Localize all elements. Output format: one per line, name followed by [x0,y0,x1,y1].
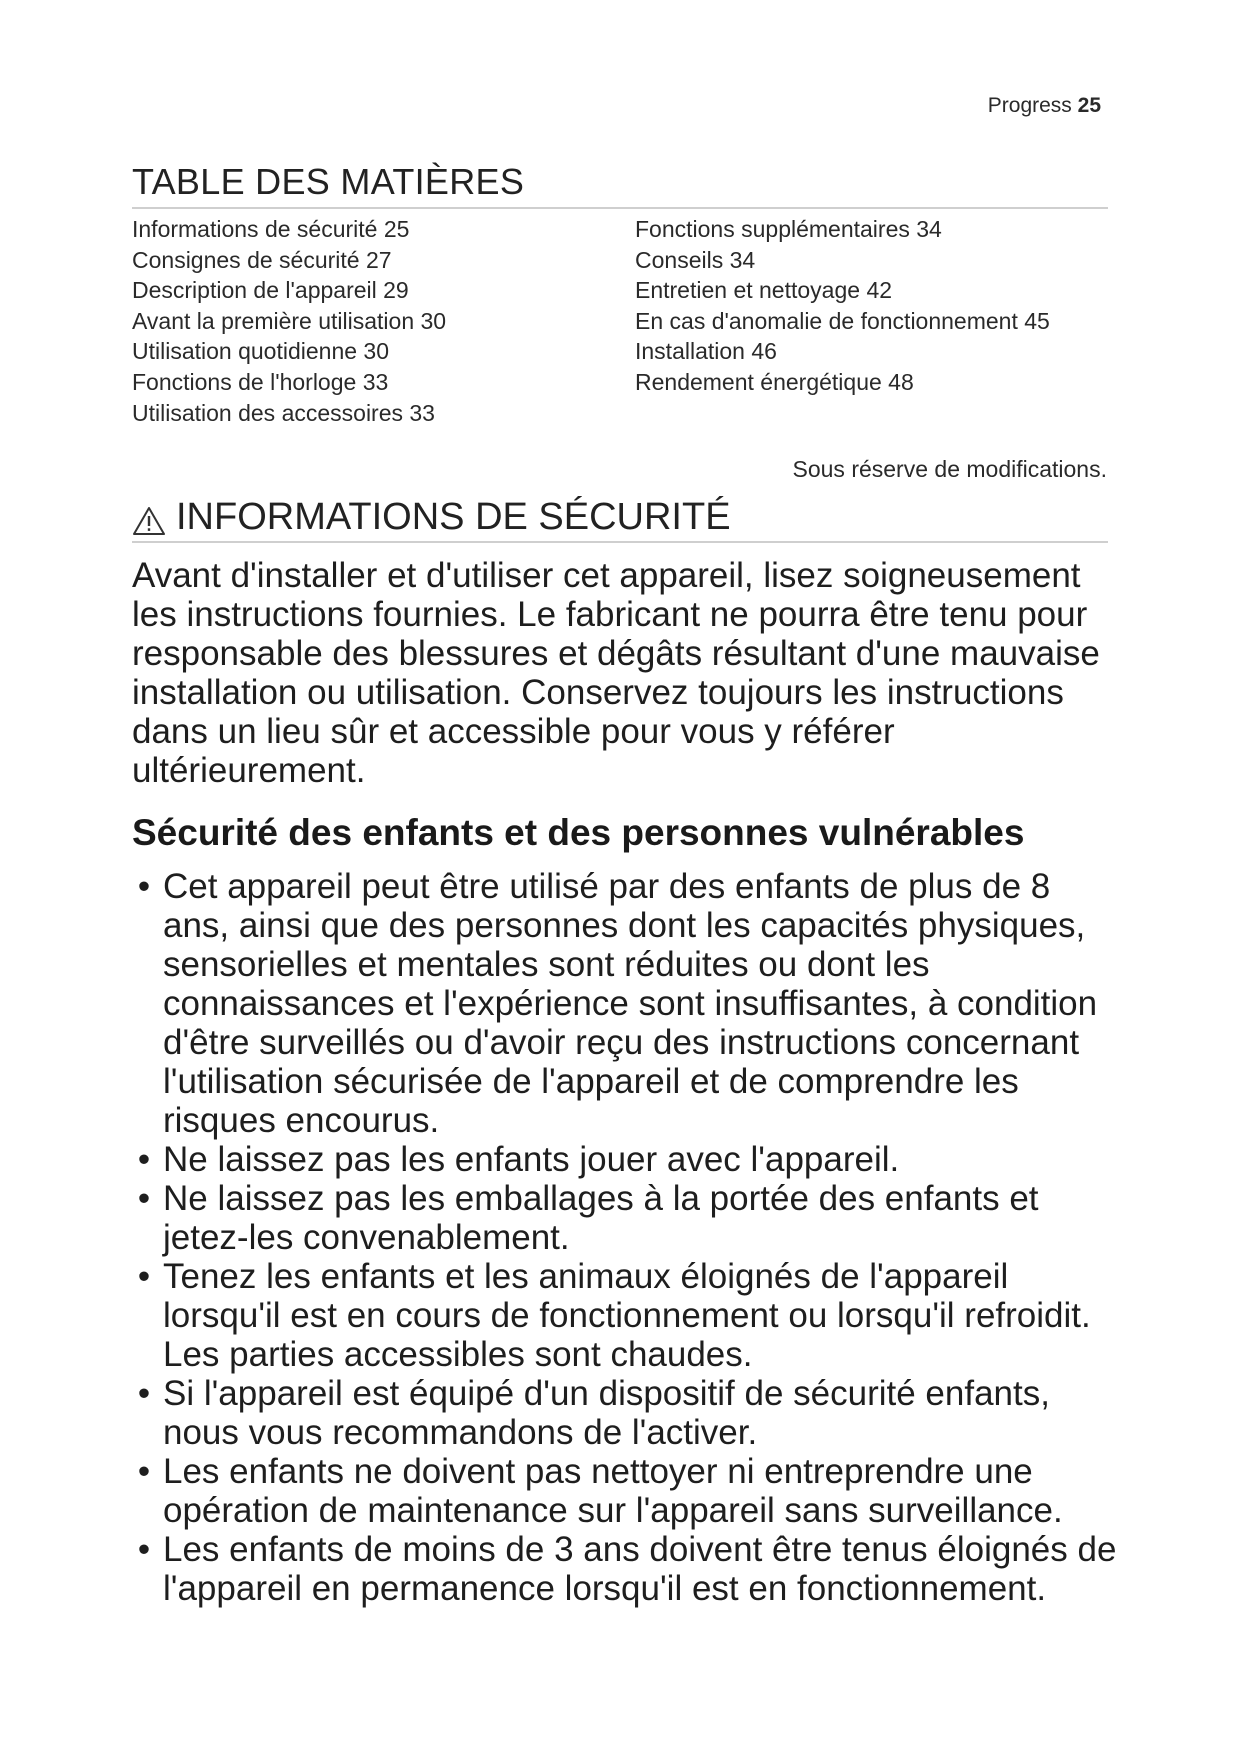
list-item [132,1452,1122,1530]
toc-item[interactable]: Utilisation quotidienne 30 [132,338,390,365]
child-safety-heading: Sécurité des enfants et des personnes vulnérables [132,812,1025,853]
list-item [132,867,1122,1140]
list-item-text: Les enfants ne doivent pas nettoyer ni entreprendre une opération de maintenance sur l'appareil sans surveillance. [163,1452,1063,1530]
bullet-icon: • [137,1179,151,1218]
toc-item[interactable]: Entretien et nettoyage 42 [635,277,893,304]
warning-triangle-icon [132,503,166,533]
toc-title: TABLE DES MATIÈRES [132,161,525,202]
page-number: 25 [1077,94,1101,117]
list-item-text: Ne laissez pas les emballages à la portée des enfants et jetez-les convenablement. [163,1179,1039,1257]
toc-item[interactable]: Conseils 34 [635,246,756,273]
bullet-icon: • [137,867,151,906]
safety-intro-paragraph: Avant d'installer et d'utiliser cet appareil, lisez soigneusement les instructions fournies. Le fabricant ne pourra être tenu pour responsable des blessures et dégâts résultant d'une mauvaise installation ou utilisation. Conservez toujours les instructions dans un lieu sûr et accessible pour vous y référer ultérieurement. [132,556,1100,790]
toc-item[interactable]: Fonctions de l'horloge 33 [132,368,389,395]
toc-item[interactable]: Consignes de sécurité 27 [132,246,392,273]
list-item [132,1179,1122,1257]
list-item [132,1374,1122,1452]
toc-divider [132,207,1108,209]
bullet-icon: • [137,1530,151,1569]
toc-item[interactable]: Rendement énergétique 48 [635,368,914,395]
list-item-text: Ne laissez pas les enfants jouer avec l'appareil. [163,1140,900,1179]
toc-item[interactable]: Avant la première utilisation 30 [132,307,447,334]
list-item-text: Tenez les enfants et les animaux éloignés de l'appareil lorsqu'il est en cours de fonctionnement ou lorsqu'il refroidit. Les parties accessibles sont chaudes. [163,1257,1091,1374]
list-item [132,1257,1122,1374]
toc-item[interactable]: En cas d'anomalie de fonctionnement 45 [635,307,1050,334]
safety-section-title [132,496,731,539]
page-header [988,94,1101,118]
toc-left-column [132,214,446,428]
modification-note: Sous réserve de modifications. [792,456,1107,482]
list-item-text: Cet appareil peut être utilisé par des enfants de plus de 8 ans, ainsi que des personnes dont les capacités physiques, sensorielles et mentales sont réduites ou dont les connaissances et l'expérience sont insuffisantes, à condition d'être surveillés ou d'avoir reçu des instructions concernant l'utilisation sécurisée de l'appareil et de comprendre les risques encourus. [163,867,1098,1140]
safety-divider [132,541,1108,543]
bullet-icon: • [137,1452,151,1491]
bullet-icon: • [137,1257,151,1296]
toc-item[interactable]: Informations de sécurité 25 [132,216,410,242]
toc-item[interactable]: Description de l'appareil 29 [132,277,409,304]
bullet-icon: • [137,1374,151,1413]
safety-title-text: INFORMATIONS DE SÉCURITÉ [176,496,731,538]
list-item-text: Les enfants de moins de 3 ans doivent être tenus éloignés de l'appareil en permanence lorsqu'il est en fonctionnement. [163,1530,1117,1608]
brand-name: Progress [987,94,1072,117]
list-item-text: Si l'appareil est équipé d'un dispositif de sécurité enfants, nous vous recommandons de l'activer. [163,1374,1050,1452]
list-item [132,1530,1122,1608]
toc-item[interactable]: Fonctions supplémentaires 34 [635,216,942,242]
toc-right-column [635,214,1050,398]
toc-item[interactable]: Utilisation des accessoires 33 [132,399,435,426]
list-item [132,1140,1122,1179]
bullet-icon: • [137,1140,151,1179]
child-safety-list [132,867,1122,1608]
toc-item[interactable]: Installation 46 [635,338,777,365]
